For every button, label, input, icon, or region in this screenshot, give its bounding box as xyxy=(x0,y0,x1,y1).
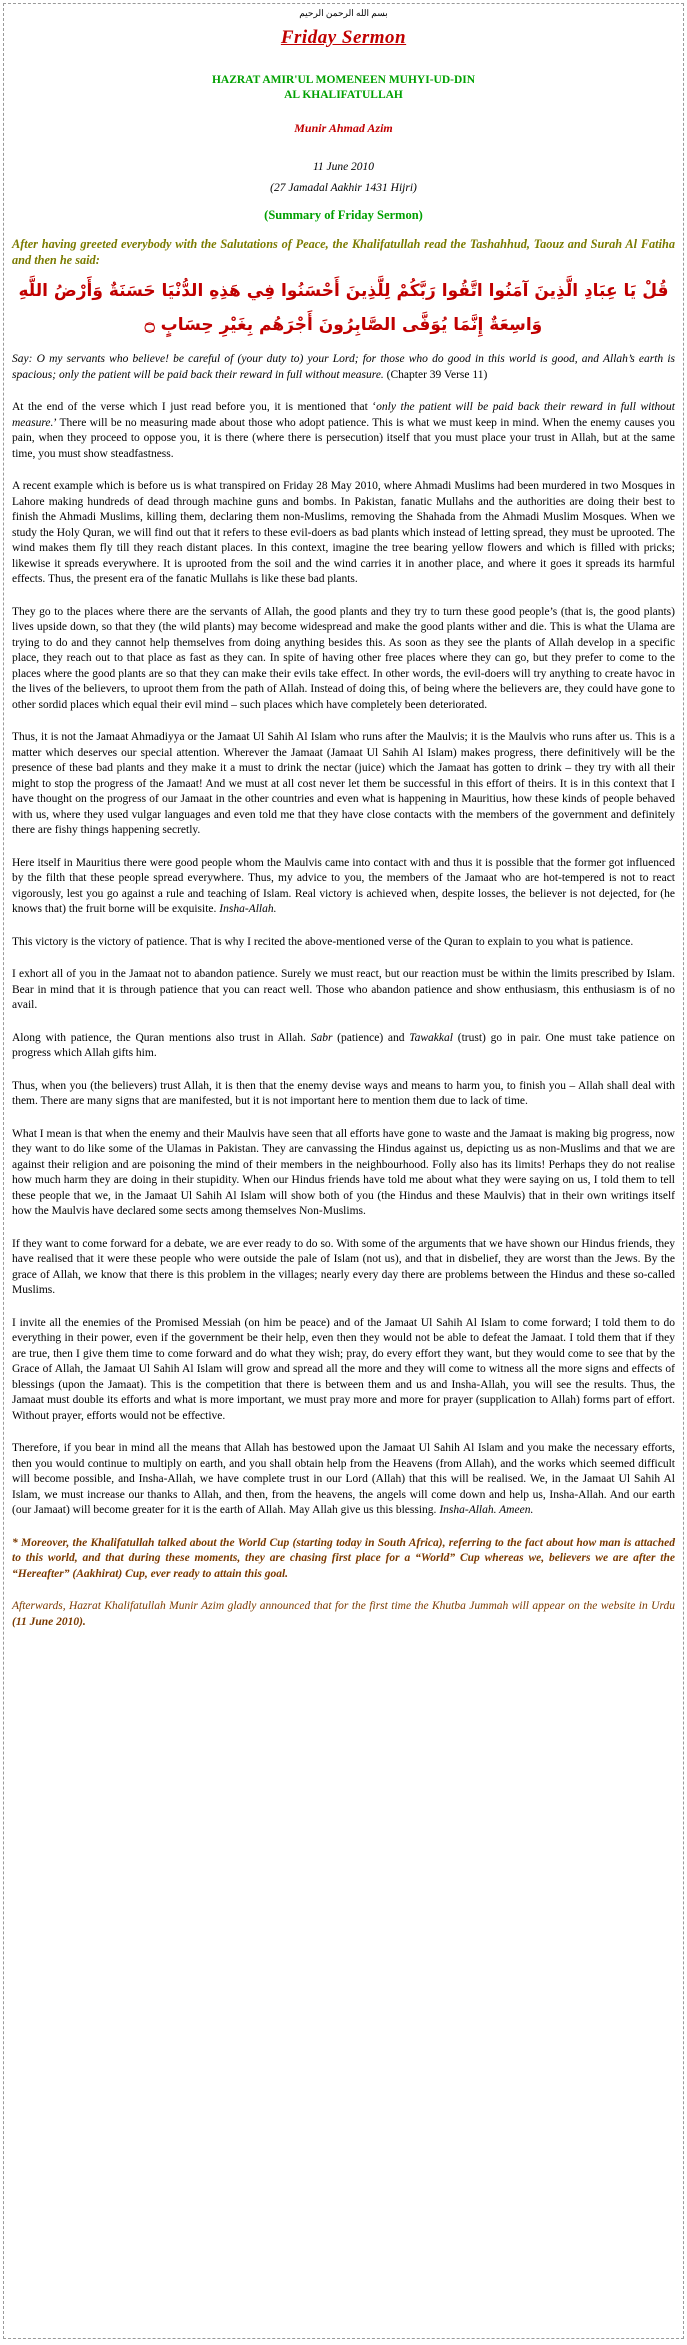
paragraph-6: This victory is the victory of patience. That is why I recited the above-mentioned verse of the Quran to explain to you what is patience. xyxy=(12,935,634,948)
paragraph-10: What I mean is that when the enemy and their Maulvis have seen that all efforts have gone to waste and the Jamaat is making big progress, now they want to do like some of the Ulamas in Pakistan. They are canvassing the Hindus against us, depicting us as non-Muslims and that we are against their religion and are poisoning the mind of their members in the neighbourhood. Folly also has its limits! Perhaps they do not realise how much harm they are doing in their stupidity. When our Hindus friends have told me about what they were saying on us, I told them to tell these people that we, in the Jamaat Ul Sahih Al Islam will show both of you (the Hindus and these Maulvis) that in their own writings itself how the Maulvis have declared some sects among themselves Non-Muslims. xyxy=(12,1127,675,1217)
arabic-verse-text: قُلْ يَا عِبَادِ الَّذِينَ آمَنُوا اتَّقُوا رَبَّكُمْ لِلَّذِينَ أَحْسَنُوا فِي هَذِهِ الدُّنْيَا حَسَنَةٌ وَأَرْضُ اللَّهِ وَاسِعَةٌ إِنَّمَا يُوَفَّى الصَّابِرُونَ أَجْرَهُم بِغَيْرِ حِسَابٍ xyxy=(18,281,669,335)
p15-date: (11 June 2010). xyxy=(12,1615,86,1628)
p14-text-a: * Moreover, the Khalifatullah talked about the World Cup (starting today in South Africa), referring to the fact about how man is attached to this world, and that during these moments, they are chasing first place for a “World” Cup whereas we, believers we are after the “Hereafter” ( xyxy=(12,1536,675,1580)
paragraph-9: Thus, when you (the believers) trust Allah, it is then that the enemy devise ways and means to harm you, to finish you – Allah shall deal with them. There are many signs that are manifested, but it is not important here to mention them due to lack of time. xyxy=(12,1079,675,1107)
say-label: Say: xyxy=(12,353,33,365)
hijri-date: (27 Jamadal Aakhir 1431 Hijri) xyxy=(270,182,417,194)
p8-text-b: (patience) and xyxy=(332,1031,410,1044)
paragraph-8 xyxy=(12,1031,675,1062)
p13-ameen: Insha-Allah. Ameen. xyxy=(439,1504,534,1516)
arabic-verse xyxy=(12,274,675,342)
p1-quote: only the patient will be paid back their reward in full without measure. xyxy=(12,401,675,429)
world-cup-note xyxy=(12,1536,675,1583)
summary-heading: (Summary of Friday Sermon) xyxy=(264,208,423,222)
page-title: Friday Sermon xyxy=(280,27,407,48)
p8-text-c: (trust) go in pair. One must take patience on progress which Allah gifts him. xyxy=(12,1031,676,1059)
p5-insha-allah: Insha-Allah. xyxy=(219,903,277,915)
verse-translation xyxy=(12,352,675,383)
author-name: Munir Ahmad Azim xyxy=(294,121,393,135)
p14-aakhirat: Aakhirat xyxy=(76,1567,119,1580)
sermon-page xyxy=(3,3,684,2339)
paragraph-11: If they want to come forward for a debate, we are ever ready to do so. With some of the arguments that we have shown our Hindus friends, they have realised that it were these people who were outside the pale of Islam (not us), and that in disbelief, they are worst than the Jews. By the grace of Allah, we know that there is this problem in the villages; nearly every day there are problems between the Hindus and these so-called Muslims. xyxy=(12,1237,675,1296)
translation-text: O my servants who believe! be careful of (your duty to) your Lord; for those who do good in this world is good, and Allah’s earth is spacious; only the patient will be paid back their reward in full without measure. xyxy=(12,353,675,381)
verse-end-mark: ۝ xyxy=(144,315,155,335)
bismillah: بسم الله الرحمن الرحيم xyxy=(299,8,388,18)
sermon-date: 11 June 2010 xyxy=(312,161,375,173)
paragraph-13 xyxy=(12,1441,675,1519)
p15-text: Afterwards, Hazrat Khalifatullah Munir Azim gladly announced that for the first time the Khutba Jummah will appear on the website in Urdu xyxy=(12,1600,675,1612)
paragraph-1 xyxy=(12,400,675,462)
paragraph-3: They go to the places where there are the servants of Allah, the good plants and they try to turn these good people’s (that is, the good plants) lives upside down, so that they (the wild plants) may become widespread and make the good plants wither and die. This is what the Ulama are trying to do and they cannot help themselves from doing anything besides this. As soon as they see the plants of Allah develop in a specific place, they reach out to that place as fast as they can. In spite of having other free places where they can go, but they prefer to come to the places where the good plants are so that they can make their evils take effect. In other words, the evil-doers will try anything to create havoc in the lives of the believers, to uproot them from the path of Allah. Instead of doing this, of being where the believers are, they could have gone to other sordid places which equal their evil mind – such places which have completely been deteriorated. xyxy=(12,605,675,711)
verse-reference: (Chapter 39 Verse 11) xyxy=(383,368,488,381)
paragraph-12: I invite all the enemies of the Promised Messiah (on him be peace) and of the Jamaat Ul Sahih Al Islam to come forward; I told them to do everything in their power, even if the government be their help, even then they would not be able to defeat the Jamaat. I told them that if they are true, then I give them time to come forward and do what they wish; pray, do every effort they want, but they would come to see that by the Grace of Allah, the Jamaat Ul Sahih Al Islam will grow and spread all the more and they will come to witness all the more signs and effects of blessings (upon the Jamaat). This is the competition that there is between them and us and Insha-Allah, you will see the results. Thus, the Jamaat must double its efforts and what is more important, we must pray more and more for prayer (supplication to Allah) forms part of effort. Without prayer, efforts would not be effective. xyxy=(12,1316,675,1422)
paragraph-4: Thus, it is not the Jamaat Ahmadiyya or the Jamaat Ul Sahih Al Islam who runs after the Maulvis; it is the Maulvis who runs after us. This is a matter which deserves our special attention. Wherever the Jamaat (Jamaat Ul Sahih Al Islam) makes progress, there definitively will be the presence of these bad plants and they make it a must to drink the nectar (juice) which the Jamaat has gotten to drink – they try with all their might to stop the progress of the Jamaat! And we must at all cost never let them be successful in this effort of theirs. It is in this context that I have thought on the progress of our Jamaat in the other countries and even what is happening in Mauritius, how these kinds of people behaved with us, where they used vulgar languages and even told me that they have close contacts with the members of the government and definitely there are fishy things happening secretly. xyxy=(12,731,675,836)
p5-text: Here itself in Mauritius there were good people whom the Maulvis came into contact with and thus it is possible that the former got influenced by the filth that these people spread everywhere. Thus, my advice to you, the members of the Jamaat who are hot-tempered is not to react vigorously, lest you go against a rule and teaching of Islam. Real victory is achieved when, despite losses, the believer is not dejected, for (he knows that) the fruit borne will be exquisite. xyxy=(12,856,675,915)
p1-text-b: ’ There will be no measuring made about those who adopt patience. This is what we must keep in mind. When the enemy causes you pain, when they proceed to oppose you, it is there (where there is persecution) itself that you must place your trust in Allah, but at the same time, you must show steadfastness. xyxy=(12,416,675,460)
paragraph-5 xyxy=(12,856,675,918)
p8-sabr: Sabr xyxy=(310,1031,333,1044)
p8-text-a: Along with patience, the Quran mentions also trust in Allah. xyxy=(12,1031,311,1044)
paragraph-7: I exhort all of you in the Jamaat not to abandon patience. Surely we must react, but our reaction must be within the limits prescribed by Islam. Bear in mind that it is through patience that you can react well. Those who abandon patience and show enthusiasm, this enthusiasm is of no avail. xyxy=(12,968,675,1011)
p8-tawakkal: Tawakkal xyxy=(409,1031,453,1044)
hazrat-title-line1: HAZRAT AMIR'UL MOMENEEN MUHYI-UD-DIN xyxy=(211,74,476,86)
p1-text-a: At the end of the verse which I just read before you, it is mentioned that ‘ xyxy=(12,401,377,413)
hazrat-title-line2: AL KHALIFATULLAH xyxy=(284,89,403,101)
p13-text: Therefore, if you bear in mind all the means that Allah has bestowed upon the Jamaat Ul Sahih Al Islam and you make the necessary efforts, then you would continue to multiply on earth, and you shall obtain help from the Heavens (from Allah), and the works which seemed difficult will become possible, and Insha-Allah, we have complete trust in our Lord (Allah) that this will be realised. We, in the Jamaat Ul Sahih Al Islam, we must increase our thanks to Allah, and then, from the heavens, the angels will come down and help us, Insha-Allah. And our earth (our Jamaat) will become greater for it is the earth of Allah. May Allah give us this blessing. xyxy=(12,1442,675,1516)
paragraph-2: A recent example which is before us is what transpired on Friday 28 May 2010, where Ahmadi Muslims had been murdered in two Mosques in Lahore making hundreds of dead through machine guns and bombs. In Pakistan, fanatic Mullahs and the authorities are doing their best to finish the Ahmadi Muslims, killing them, declaring them non-Muslims, removing the Shahada from the Ahmadi Muslim Mosques. When we study the Holy Quran, we will find out that it refers to these evil-doers as bad plants which instead of letting spread, they must be uprooted. The wind makes them fly till they reach distant places. In this context, imagine the tree bearing yellow flowers and which is filled with pricks; likewise it spreads everywhere. It is uprooted from the soil and the wind carries it in another place, and where it goes it spreads its harmful effects. Thus, the present era of the fanatic Mullahs is like these bad plants. xyxy=(12,480,675,585)
intro-paragraph: After having greeted everybody with the Salutations of Peace, the Khalifatullah read the Tashahhud, Taouz and Surah Al Fatiha and then he said: xyxy=(12,237,675,267)
closing-announcement xyxy=(12,1599,675,1630)
p14-text-b: ) Cup, ever ready to attain this goal. xyxy=(118,1567,289,1580)
